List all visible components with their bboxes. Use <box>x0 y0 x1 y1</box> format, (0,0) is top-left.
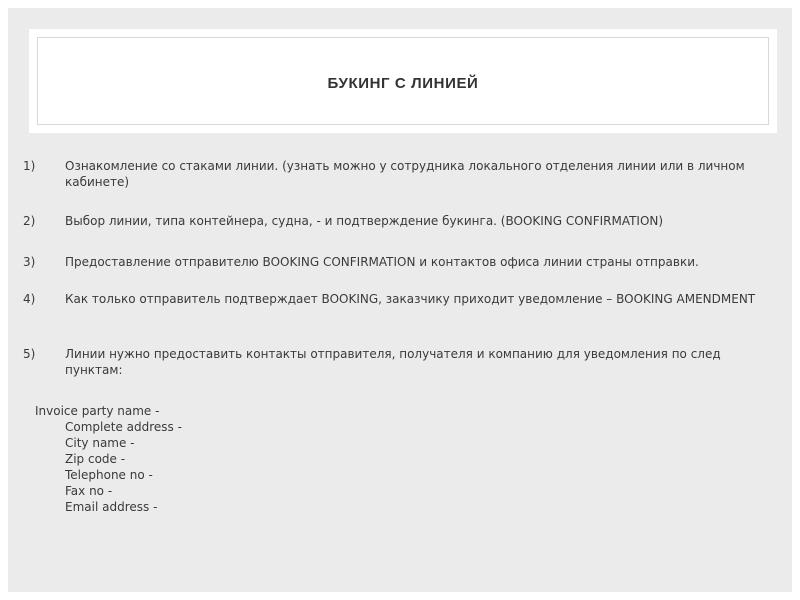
list-item-number: 5) <box>23 347 36 361</box>
title-box <box>29 29 777 133</box>
field-city-name: City name - <box>65 436 135 450</box>
slide-title: БУКИНГ С ЛИНИЕЙ <box>327 75 479 92</box>
field-email-address: Email address - <box>65 500 158 514</box>
invoice-party-label: Invoice party name - <box>35 404 160 418</box>
list-item-text: Ознакомление со стаками линии. (узнать можно у сотрудника локального отделения линии или в личном кабинете) <box>65 159 745 189</box>
list-item-number: 3) <box>23 255 36 269</box>
list-item-text: Предоставление отправителю BOOKING CONFIRMATION и контактов офиса линии страны отправки. <box>65 255 699 269</box>
list-item-text: Как только отправитель подтверждает BOOKING, заказчику приходит уведомление – BOOKING AMENDMENT <box>65 292 756 306</box>
list-item-number: 1) <box>23 159 36 173</box>
field-list <box>65 419 182 515</box>
list-item-number: 2) <box>23 214 36 228</box>
field-zip-code: Zip code - <box>65 452 126 466</box>
list-item-number: 4) <box>23 292 36 306</box>
list-item-text: Выбор линии, типа контейнера, судна, - и подтверждение букинга. (BOOKING CONFIRMATION) <box>65 214 664 228</box>
slide <box>8 8 792 592</box>
field-complete-address: Complete address - <box>65 420 182 434</box>
field-telephone-no: Telephone no - <box>65 468 153 482</box>
field-fax-no: Fax no - <box>65 484 113 498</box>
list-item-text: Линии нужно предоставить контакты отправителя, получателя и компанию для уведомления по след пунктам: <box>65 347 721 377</box>
